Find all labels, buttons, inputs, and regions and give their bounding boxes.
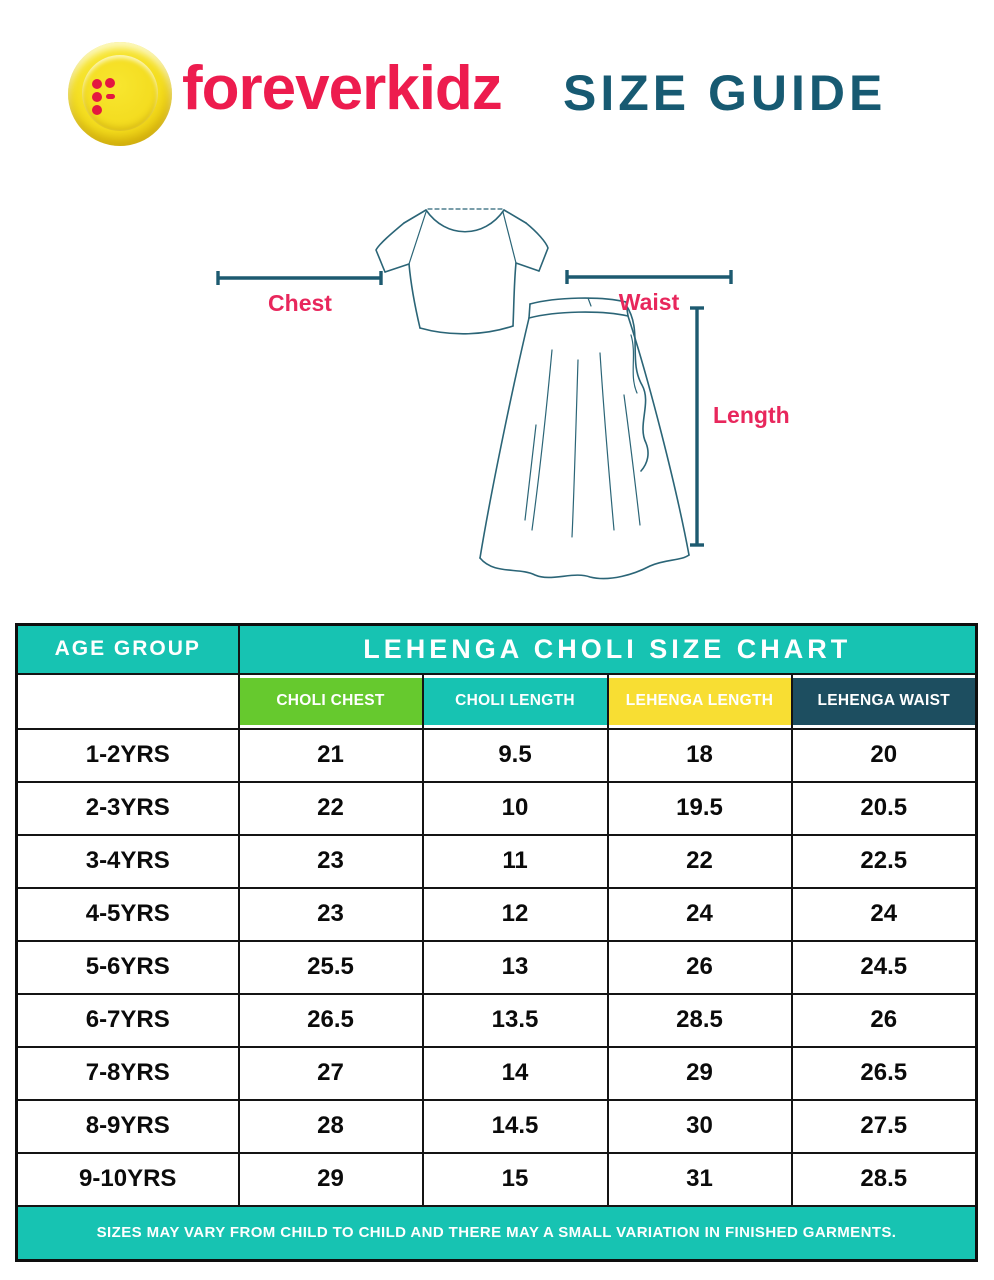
size-value-cell: 14	[423, 1047, 608, 1100]
age-group-cell: 7-8YRS	[17, 1047, 239, 1100]
choli-drawing	[376, 209, 548, 334]
size-value-cell: 30	[608, 1100, 792, 1153]
logo-dot	[105, 78, 115, 88]
age-group-cell: 1-2YRS	[17, 729, 239, 782]
size-value-cell: 22	[239, 782, 423, 835]
table-row	[17, 1047, 977, 1100]
size-chart	[15, 623, 975, 1262]
table-row	[17, 729, 977, 782]
table-row	[17, 994, 977, 1047]
size-value-cell: 18	[608, 729, 792, 782]
size-value-cell: 13	[423, 941, 608, 994]
size-table	[15, 623, 978, 1262]
size-value-cell: 9.5	[423, 729, 608, 782]
size-value-cell: 27.5	[792, 1100, 977, 1153]
size-value-cell: 23	[239, 888, 423, 941]
size-value-cell: 25.5	[239, 941, 423, 994]
size-value-cell: 28	[239, 1100, 423, 1153]
waist-measure-line	[567, 270, 731, 284]
size-value-cell: 24	[608, 888, 792, 941]
table-row	[17, 1100, 977, 1153]
age-group-cell: 2-3YRS	[17, 782, 239, 835]
size-value-cell: 28.5	[608, 994, 792, 1047]
size-value-cell: 24.5	[792, 941, 977, 994]
logo-dot	[92, 105, 102, 115]
brand-name: foreverkidz	[182, 54, 502, 123]
size-value-cell: 20.5	[792, 782, 977, 835]
age-group-cell: 9-10YRS	[17, 1153, 239, 1206]
empty-corner-cell	[17, 674, 239, 729]
age-group-cell: 5-6YRS	[17, 941, 239, 994]
size-value-cell: 19.5	[608, 782, 792, 835]
table-row	[17, 1153, 977, 1206]
length-measure-line	[690, 308, 704, 545]
chest-label: Chest	[268, 290, 332, 316]
size-disclaimer: SIZES MAY VARY FROM CHILD TO CHILD AND THERE MAY A SMALL VARIATION IN FINISHED GARMENTS.	[17, 1206, 977, 1261]
size-value-cell: 21	[239, 729, 423, 782]
logo-dot	[92, 79, 102, 89]
size-value-cell: 29	[239, 1153, 423, 1206]
size-value-cell: 20	[792, 729, 977, 782]
page-title: SIZE GUIDE	[563, 65, 887, 121]
size-value-cell: 15	[423, 1153, 608, 1206]
size-value-cell: 14.5	[423, 1100, 608, 1153]
size-value-cell: 28.5	[792, 1153, 977, 1206]
size-value-cell: 24	[792, 888, 977, 941]
logo-dash	[106, 94, 115, 99]
size-table-body	[17, 729, 977, 1206]
age-group-cell: 6-7YRS	[17, 994, 239, 1047]
table-row	[17, 835, 977, 888]
size-value-cell: 22.5	[792, 835, 977, 888]
column-header-lehenga-waist: LEHENGA WAIST	[792, 674, 977, 729]
size-value-cell: 26	[792, 994, 977, 1047]
size-value-cell: 10	[423, 782, 608, 835]
column-header-choli-chest: CHOLI CHEST	[239, 674, 423, 729]
size-value-cell: 26	[608, 941, 792, 994]
size-value-cell: 29	[608, 1047, 792, 1100]
size-value-cell: 23	[239, 835, 423, 888]
waist-label: Waist	[618, 289, 680, 315]
table-row	[17, 888, 977, 941]
size-value-cell: 27	[239, 1047, 423, 1100]
size-value-cell: 22	[608, 835, 792, 888]
column-header-lehenga-length: LEHENGA LENGTH	[608, 674, 792, 729]
length-label: Length	[713, 402, 790, 428]
size-value-cell: 12	[423, 888, 608, 941]
age-group-cell: 3-4YRS	[17, 835, 239, 888]
garment-measurement-illustration	[180, 180, 800, 610]
age-group-cell: 8-9YRS	[17, 1100, 239, 1153]
size-value-cell: 13.5	[423, 994, 608, 1047]
age-group-header: AGE GROUP	[17, 625, 239, 674]
age-group-cell: 4-5YRS	[17, 888, 239, 941]
chest-measure-line	[218, 271, 381, 285]
size-value-cell: 26.5	[239, 994, 423, 1047]
brand-button-logo-icon	[68, 42, 172, 146]
logo-dot	[92, 92, 102, 102]
table-row	[17, 941, 977, 994]
column-header-choli-length: CHOLI LENGTH	[423, 674, 608, 729]
size-value-cell: 31	[608, 1153, 792, 1206]
size-value-cell: 26.5	[792, 1047, 977, 1100]
lehenga-drawing	[480, 298, 689, 579]
size-value-cell: 11	[423, 835, 608, 888]
table-row	[17, 782, 977, 835]
chart-title-header: LEHENGA CHOLI SIZE CHART	[239, 625, 977, 674]
